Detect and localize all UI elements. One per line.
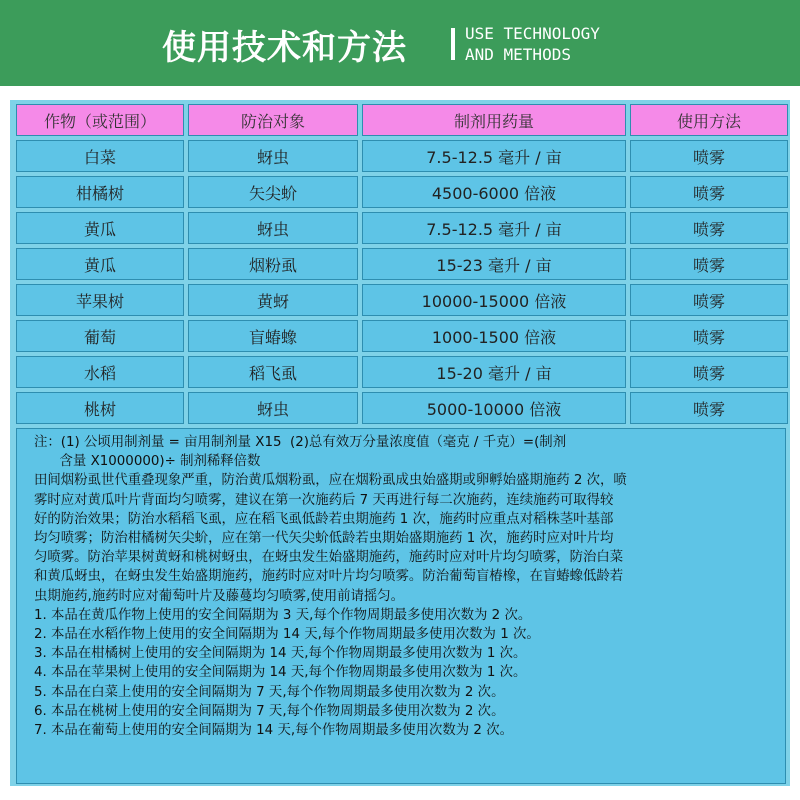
- table-cell-method: 喷雾: [630, 176, 788, 208]
- subtitle-line-2: AND METHODS: [465, 45, 571, 64]
- notes-line: 雾时应对黄瓜叶片背面均匀喷雾，建议在第一次施药后 7 天再进行每二次施药，连续施药可取得较: [34, 492, 614, 508]
- notes-line: 4. 本品在苹果树上使用的安全间隔期为 14 天,每个作物周期最多使用次数为 1 次。: [34, 665, 527, 681]
- notes-line: 好的防治效果；防治水稻稻飞虱，应在稻飞虱低龄若虫期施药 1 次，施药时应重点对稻株茎叶基部: [34, 511, 614, 527]
- table-cell-dosage: 15-20 毫升 / 亩: [362, 356, 626, 388]
- table-cell-dosage: 15-23 毫升 / 亩: [362, 248, 626, 280]
- table-cell-dosage: 5000-10000 倍液: [362, 392, 626, 424]
- table-cell-target: 矢尖蚧: [188, 176, 358, 208]
- notes-line: 3. 本品在柑橘树上使用的安全间隔期为 14 天,每个作物周期最多使用次数为 1 次。: [34, 646, 527, 662]
- table-cell-target: 蚜虫: [188, 140, 358, 172]
- table-header-target: 防治对象: [188, 104, 358, 136]
- table-cell-target: 烟粉虱: [188, 248, 358, 280]
- table-cell-dosage: 4500-6000 倍液: [362, 176, 626, 208]
- notes-line: 和黄瓜蚜虫，在蚜虫发生始盛期施药，施药时应对叶片均匀喷雾。防治葡萄盲椿橡，在盲蝽蟓低龄若: [34, 569, 624, 585]
- table-cell-method: 喷雾: [630, 284, 788, 316]
- table-header-crop: 作物（或范围）: [16, 104, 184, 136]
- notes-line: 6. 本品在桃树上使用的安全间隔期为 7 天,每个作物周期最多使用次数为 2 次。: [34, 703, 505, 719]
- notes-line: 含量 X1000000)÷ 制剂稀释倍数: [34, 454, 261, 470]
- table-header-method: 使用方法: [630, 104, 788, 136]
- table-cell-dosage: 1000-1500 倍液: [362, 320, 626, 352]
- table-cell-dosage: 7.5-12.5 毫升 / 亩: [362, 212, 626, 244]
- notes-line: 2. 本品在水稻作物上使用的安全间隔期为 14 天,每个作物周期最多使用次数为 1 次。: [34, 627, 540, 643]
- notes-line: 5. 本品在白菜上使用的安全间隔期为 7 天,每个作物周期最多使用次数为 2 次。: [34, 684, 505, 700]
- table-cell-target: 蚜虫: [188, 212, 358, 244]
- table-cell-method: 喷雾: [630, 140, 788, 172]
- notes-section: [16, 428, 786, 784]
- notes-line: 均匀喷雾；防治柑橘树矢尖蚧，应在第一代矢尖蚧低龄若虫期始盛期施药 1 次，施药时应对叶片均: [34, 531, 614, 547]
- table-cell-dosage: 7.5-12.5 毫升 / 亩: [362, 140, 626, 172]
- notes-line: 注：(1) 公顷用制剂量 = 亩用制剂量 X15 (2)总有效万分量浓度值（毫克 / 千克）=(制剂: [34, 435, 567, 450]
- table-cell-method: 喷雾: [630, 356, 788, 388]
- table-cell-crop: 苹果树: [16, 284, 184, 316]
- table-cell-crop: 水稻: [16, 356, 184, 388]
- title-divider: [451, 28, 455, 60]
- table-cell-dosage: 10000-15000 倍液: [362, 284, 626, 316]
- table-cell-crop: 黄瓜: [16, 248, 184, 280]
- table-cell-target: 蚜虫: [188, 392, 358, 424]
- table-cell-method: 喷雾: [630, 212, 788, 244]
- subtitle-line-1: USE TECHNOLOGY: [465, 24, 600, 43]
- page-subtitle: [465, 23, 600, 65]
- table-cell-crop: 柑橘树: [16, 176, 184, 208]
- table-header-dosage: 制剂用药量: [362, 104, 626, 136]
- table-cell-target: 黄蚜: [188, 284, 358, 316]
- notes-line: 匀喷雾。防治苹果树黄蚜和桃树蚜虫，在蚜虫发生始盛期施药，施药时应对叶片均匀喷雾，防治白菜: [34, 550, 624, 566]
- table-cell-crop: 桃树: [16, 392, 184, 424]
- notes-line: 田间烟粉虱世代重叠现象严重，防治黄瓜烟粉虱，应在烟粉虱成虫始盛期或卵孵始盛期施药 2 次，喷: [34, 473, 627, 489]
- table-cell-target: 盲蝽蟓: [188, 320, 358, 352]
- table-cell-method: 喷雾: [630, 392, 788, 424]
- table-cell-method: 喷雾: [630, 320, 788, 352]
- table-cell-target: 稻飞虱: [188, 356, 358, 388]
- notes-line: 1. 本品在黄瓜作物上使用的安全间隔期为 3 天,每个作物周期最多使用次数为 2 次。: [34, 607, 532, 623]
- notes-line: 7. 本品在葡萄上使用的安全间隔期为 14 天,每个作物周期最多使用次数为 2 次。: [34, 723, 513, 739]
- notes-line: 虫期施药,施药时应对葡萄叶片及藤蔓均匀喷雾,使用前请摇匀。: [34, 588, 405, 604]
- table-cell-method: 喷雾: [630, 248, 788, 280]
- table-cell-crop: 黄瓜: [16, 212, 184, 244]
- table-cell-crop: 白菜: [16, 140, 184, 172]
- header-banner: [0, 0, 800, 86]
- table-cell-crop: 葡萄: [16, 320, 184, 352]
- page-title: 使用技术和方法: [162, 28, 407, 68]
